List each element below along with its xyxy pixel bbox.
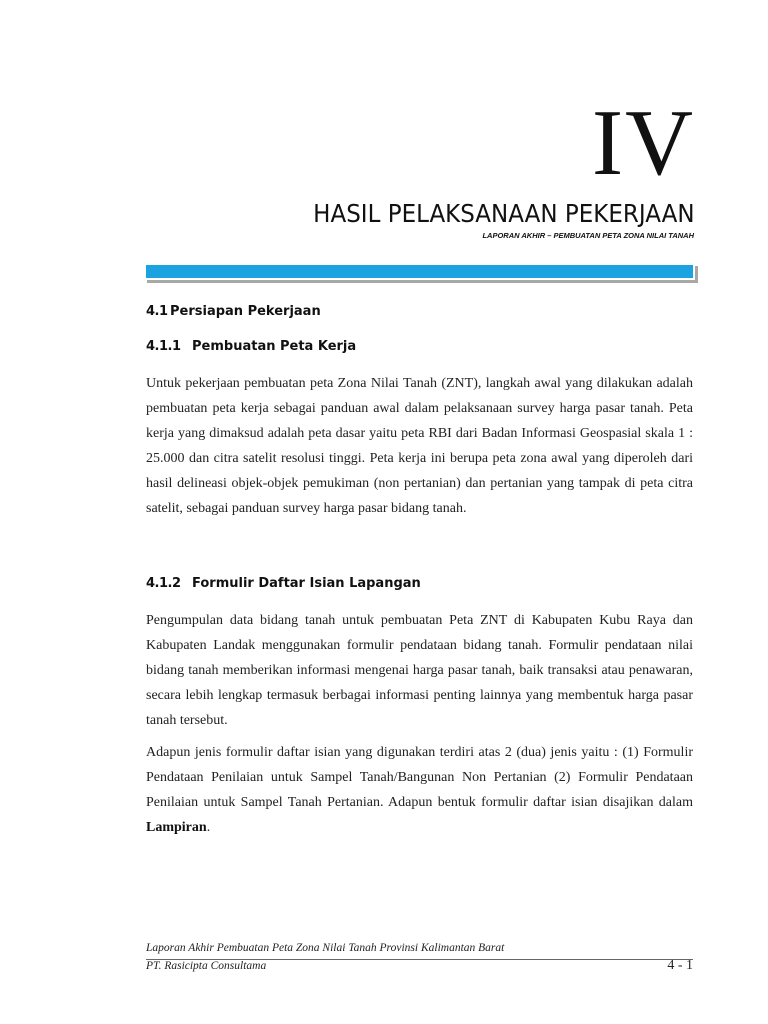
paragraph-jenis-formulir-text: Adapun jenis formulir daftar isian yang digunakan terdiri atas 2 (dua) jenis yaitu : (1) Formulir Pendataan Penilaian untuk Sampel Tanah/Bangunan Non Pertanian (2) Formulir Pendataan Penilaian untuk Sampel Tanah Pertanian. Adapun bentuk formulir daftar isian disajikan dalam [146,745,693,810]
lampiran-reference: Lampiran [146,820,207,835]
subsection-title-1: Pembuatan Peta Kerja [192,339,357,354]
paragraph-pengumpulan-data: Pengumpulan data bidang tanah untuk pembuatan Peta ZNT di Kabupaten Kubu Raya dan Kabupaten Landak menggunakan formulir pendataan bidang tanah. Formulir pendataan nilai bidang tanah memberikan informasi mengenai harga pasar tanah, baik transaksi atau penawaran, secara lebih lengkap termasuk berbagai informasi penting lainnya yang membentuk harga pasar tanah tersebut. [146,613,693,728]
subsection-number-2: 4.1.2 [146,576,181,591]
chapter-subtitle: LAPORAN AKHIR – PEMBUATAN PETA ZONA NILAI TANAH [482,231,694,240]
section-number: 4.1 [146,304,168,319]
paragraph-jenis-formulir-end: . [206,820,211,835]
header-accent-bar [146,265,693,278]
subsection-heading-2 [146,576,421,591]
footer-report-title: Laporan Akhir Pembuatan Peta Zona Nilai Tanah Provinsi Kalimantan Barat [146,942,505,954]
paragraph-jenis-formulir [146,740,693,840]
section-title: Persiapan Pekerjaan [170,304,321,319]
chapter-number: IV [591,91,695,195]
subsection-number-1: 4.1.1 [146,339,181,354]
section-heading [146,304,321,319]
page-number: 4 - 1 [667,958,693,973]
subsection-title-2: Formulir Daftar Isian Lapangan [192,576,421,591]
paragraph-peta-kerja: Untuk pekerjaan pembuatan peta Zona Nilai Tanah (ZNT), langkah awal yang dilakukan adalah pembuatan peta kerja sebagai panduan awal dalam pelaksanaan survey harga pasar tanah. Peta kerja yang dimaksud adalah peta dasar yaitu peta RBI dari Badan Informasi Geospasial skala 1 : 25.000 dan citra satelit resolusi tinggi. Peta kerja ini berupa peta zona awal yang diperoleh dari hasil delineasi objek-objek pemukiman (non pertanian) dan pertanian yang tampak di peta citra satelit, sebagai panduan survey harga pasar bidang tanah. [146,376,693,516]
footer-company: PT. Rasicipta Consultama [146,960,267,972]
subsection-heading-1 [146,339,356,354]
chapter-title: HASIL PELAKSANAAN PEKERJAAN [313,199,695,228]
